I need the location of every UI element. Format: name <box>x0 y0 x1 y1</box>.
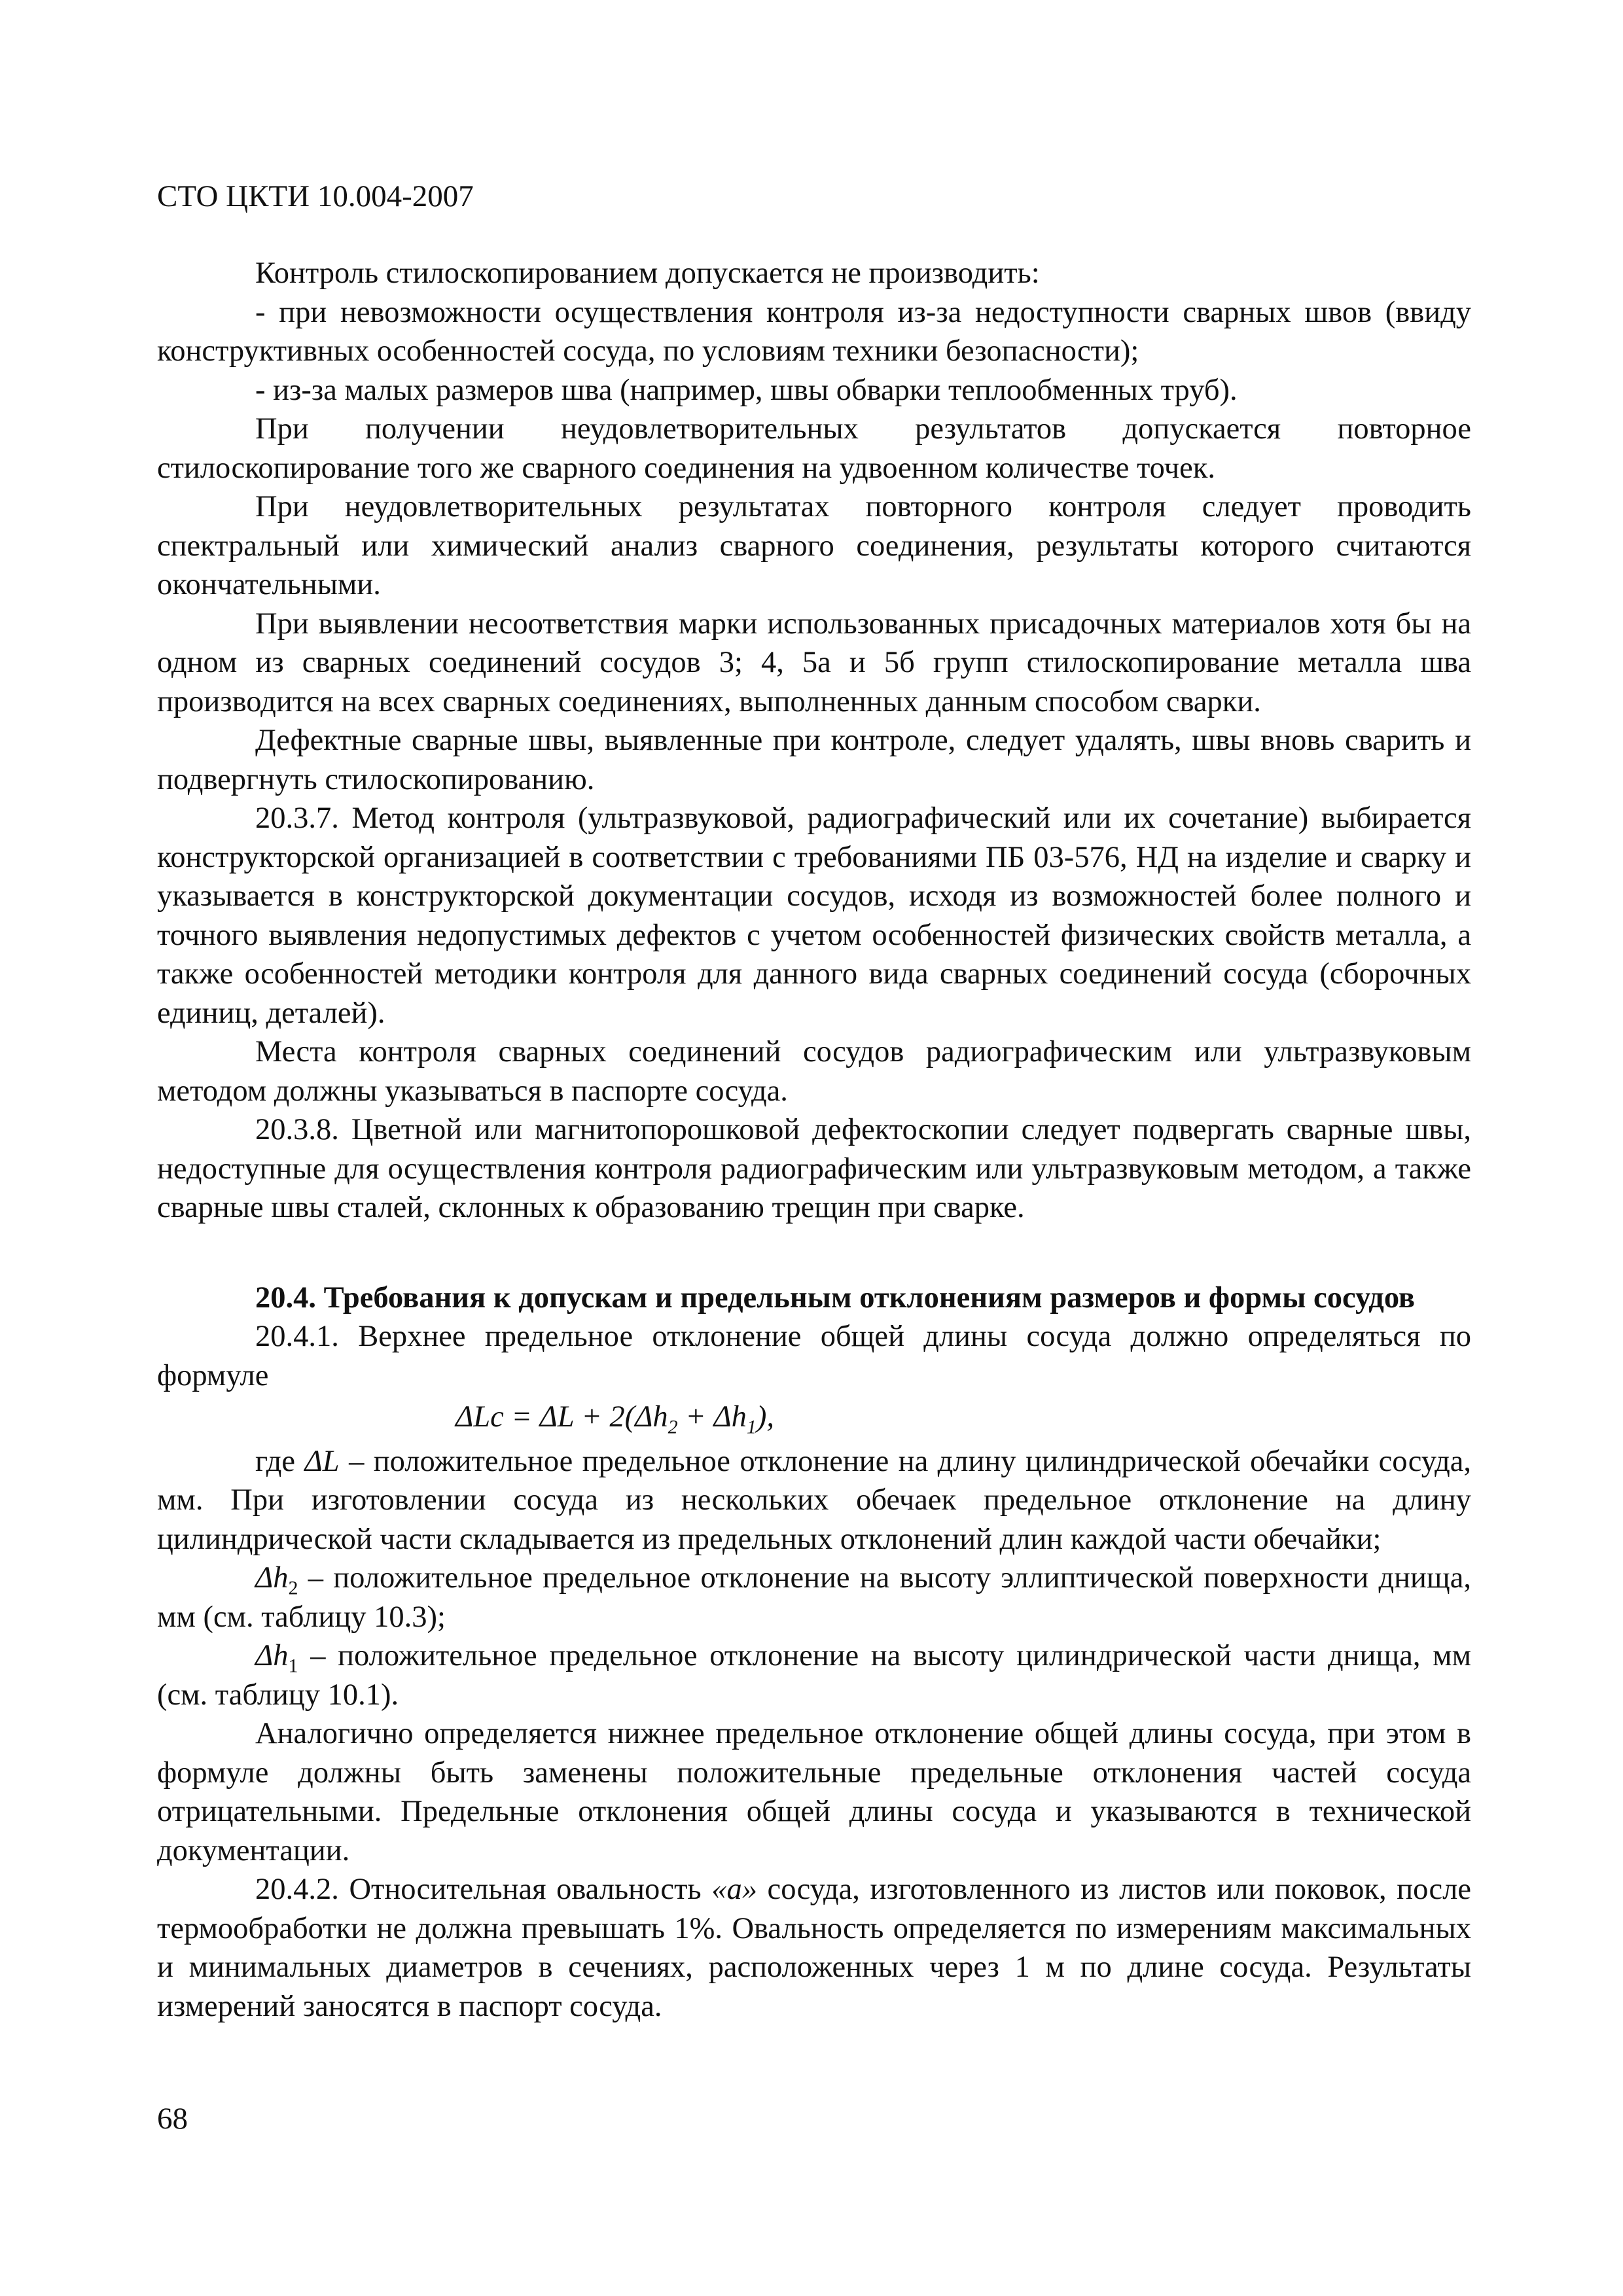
formula-lhs: ΔLc <box>455 1400 504 1434</box>
definition-dh2 <box>157 1559 1471 1636</box>
formula-term-dh1: Δh <box>713 1400 747 1434</box>
paragraph-20-4-1: 20.4.1. Верхнее предельное отклонение общей длины сосуда должно определяться по формуле <box>157 1320 1471 1392</box>
paragraph-defective-welds: Дефектные сварные швы, выявленные при контроле, следует удалять, швы вновь сварить и подвергнуть стилоскопированию. <box>157 724 1471 796</box>
para-2042-before: 20.4.2. Относительная овальность <box>255 1873 712 1906</box>
para-2042-after: сосуда, изготовленного из листов или поковок, после термообработки не должна превышать 1%. Овальность определяется по измерениям максимальных и минимальных диаметров в сечениях, расположенных через 1 м по длине сосуда. Результаты измерений заносятся в паспорт сосуда. <box>157 1873 1471 2023</box>
section-heading-20-4: 20.4. Требования к допускам и предельным отклонениям размеров и формы сосудов <box>255 1280 1416 1315</box>
formula-length-deviation <box>157 1398 1471 1437</box>
document-code-header: СТО ЦКТИ 10.004-2007 <box>157 179 474 213</box>
definition-symbol: Δh <box>255 1639 289 1672</box>
formula-eq: = <box>503 1400 540 1434</box>
formula-sub-2: 2 <box>668 1416 678 1438</box>
paragraph-filler-mismatch: При выявлении несоответствия марки использованных присадочных материалов хотя бы на одном из сварных соединений сосудов 3; 4, 5а и 5б групп стилоскопирование металла шва производится на всех сварных соединениях, выполненных данным способом сварки. <box>157 607 1471 718</box>
formula-plus-1: + 2( <box>573 1400 635 1434</box>
paragraph-spectral-analysis: При неудовлетворительных результатах повторного контроля следует проводить спектральный или химический анализ сварного соединения, результаты которого считаются окончательными. <box>157 490 1471 601</box>
definition-dh1 <box>157 1636 1471 1714</box>
paragraph-20-3-7: 20.3.7. Метод контроля (ультразвуковой, радиографический или их сочетание) выбирается конструкторской организацией в соответствии с требованиями ПБ 03-576, НД на изделие и сварку и указывается в конструкторской документации сосудов, исходя из возможностей более полного и точного выявления недопустимых дефектов с учетом особенностей физических свойств металла, а также особенностей методики контроля для данного вида сварных соединений сосуда (сборочных единиц, деталей). <box>157 802 1471 1030</box>
document-body <box>157 254 1471 2026</box>
formula-end: ), <box>756 1400 774 1434</box>
paragraph-repeat-stylo: При получении неудовлетворительных результатов допускается повторное стилоскопирование того же сварного соединения на удвоенном количестве точек. <box>157 412 1471 485</box>
page-number: 68 <box>157 2102 188 2136</box>
definition-dl <box>157 1442 1471 1559</box>
formula-term-dh2: Δh <box>635 1400 668 1434</box>
formula-sub-1: 1 <box>746 1416 757 1438</box>
ovality-symbol: «а» <box>711 1873 757 1906</box>
definition-symbol: ΔL <box>304 1444 340 1478</box>
paragraph-dash-1: - при невозможности осуществления контроля из-за недоступности сварных швов (ввиду конструктивных особенностей сосуда, по условиям техники безопасности); <box>157 295 1471 368</box>
definition-subscript: 1 <box>288 1655 298 1677</box>
definition-prefix: где <box>255 1444 305 1478</box>
paragraph-intro: Контроль стилоскопированием допускается не производить: <box>255 256 1040 290</box>
paragraph-20-3-8: 20.3.8. Цветной или магнитопорошковой дефектоскопии следует подвергать сварные швы, недоступные для осуществления контроля радиографическим или ультразвуковым методом, а также сварные швы сталей, склонных к образованию трещин при сварке. <box>157 1113 1471 1224</box>
paragraph-control-locations: Места контроля сварных соединений сосудов радиографическим или ультразвуковым методом должны указываться в паспорте сосуда. <box>157 1035 1471 1108</box>
paragraph-20-4-2 <box>157 1870 1471 2026</box>
paragraph-dash-2: - из-за малых размеров шва (например, швы обварки теплообменных труб). <box>255 373 1238 407</box>
definition-subscript: 2 <box>288 1577 298 1599</box>
formula-term-dl: ΔL <box>539 1400 574 1434</box>
formula-plus-2: + <box>677 1400 714 1434</box>
definition-text: – положительное предельное отклонение на длину цилиндрической обечайки сосуда, мм. При изготовлении сосуда из нескольких обечаек предельное отклонение на длину цилиндрической части складывается из предельных отклонений длин каждой части обечайки; <box>157 1444 1471 1556</box>
paragraph-lower-deviation: Аналогично определяется нижнее предельное отклонение общей длины сосуда, при этом в формуле должны быть заменены положительные предельные отклонения частей сосуда отрицательными. Предельные отклонения общей длины сосуда и указываются в технической документации. <box>157 1717 1471 1867</box>
definition-text: – положительное предельное отклонение на высоту цилиндрической части днища, мм (см. таблицу 10.1). <box>157 1639 1471 1712</box>
definition-text: – положительное предельное отклонение на высоту эллиптической поверхности днища, мм (см. таблицу 10.3); <box>157 1561 1471 1634</box>
definition-symbol: Δh <box>255 1561 289 1595</box>
